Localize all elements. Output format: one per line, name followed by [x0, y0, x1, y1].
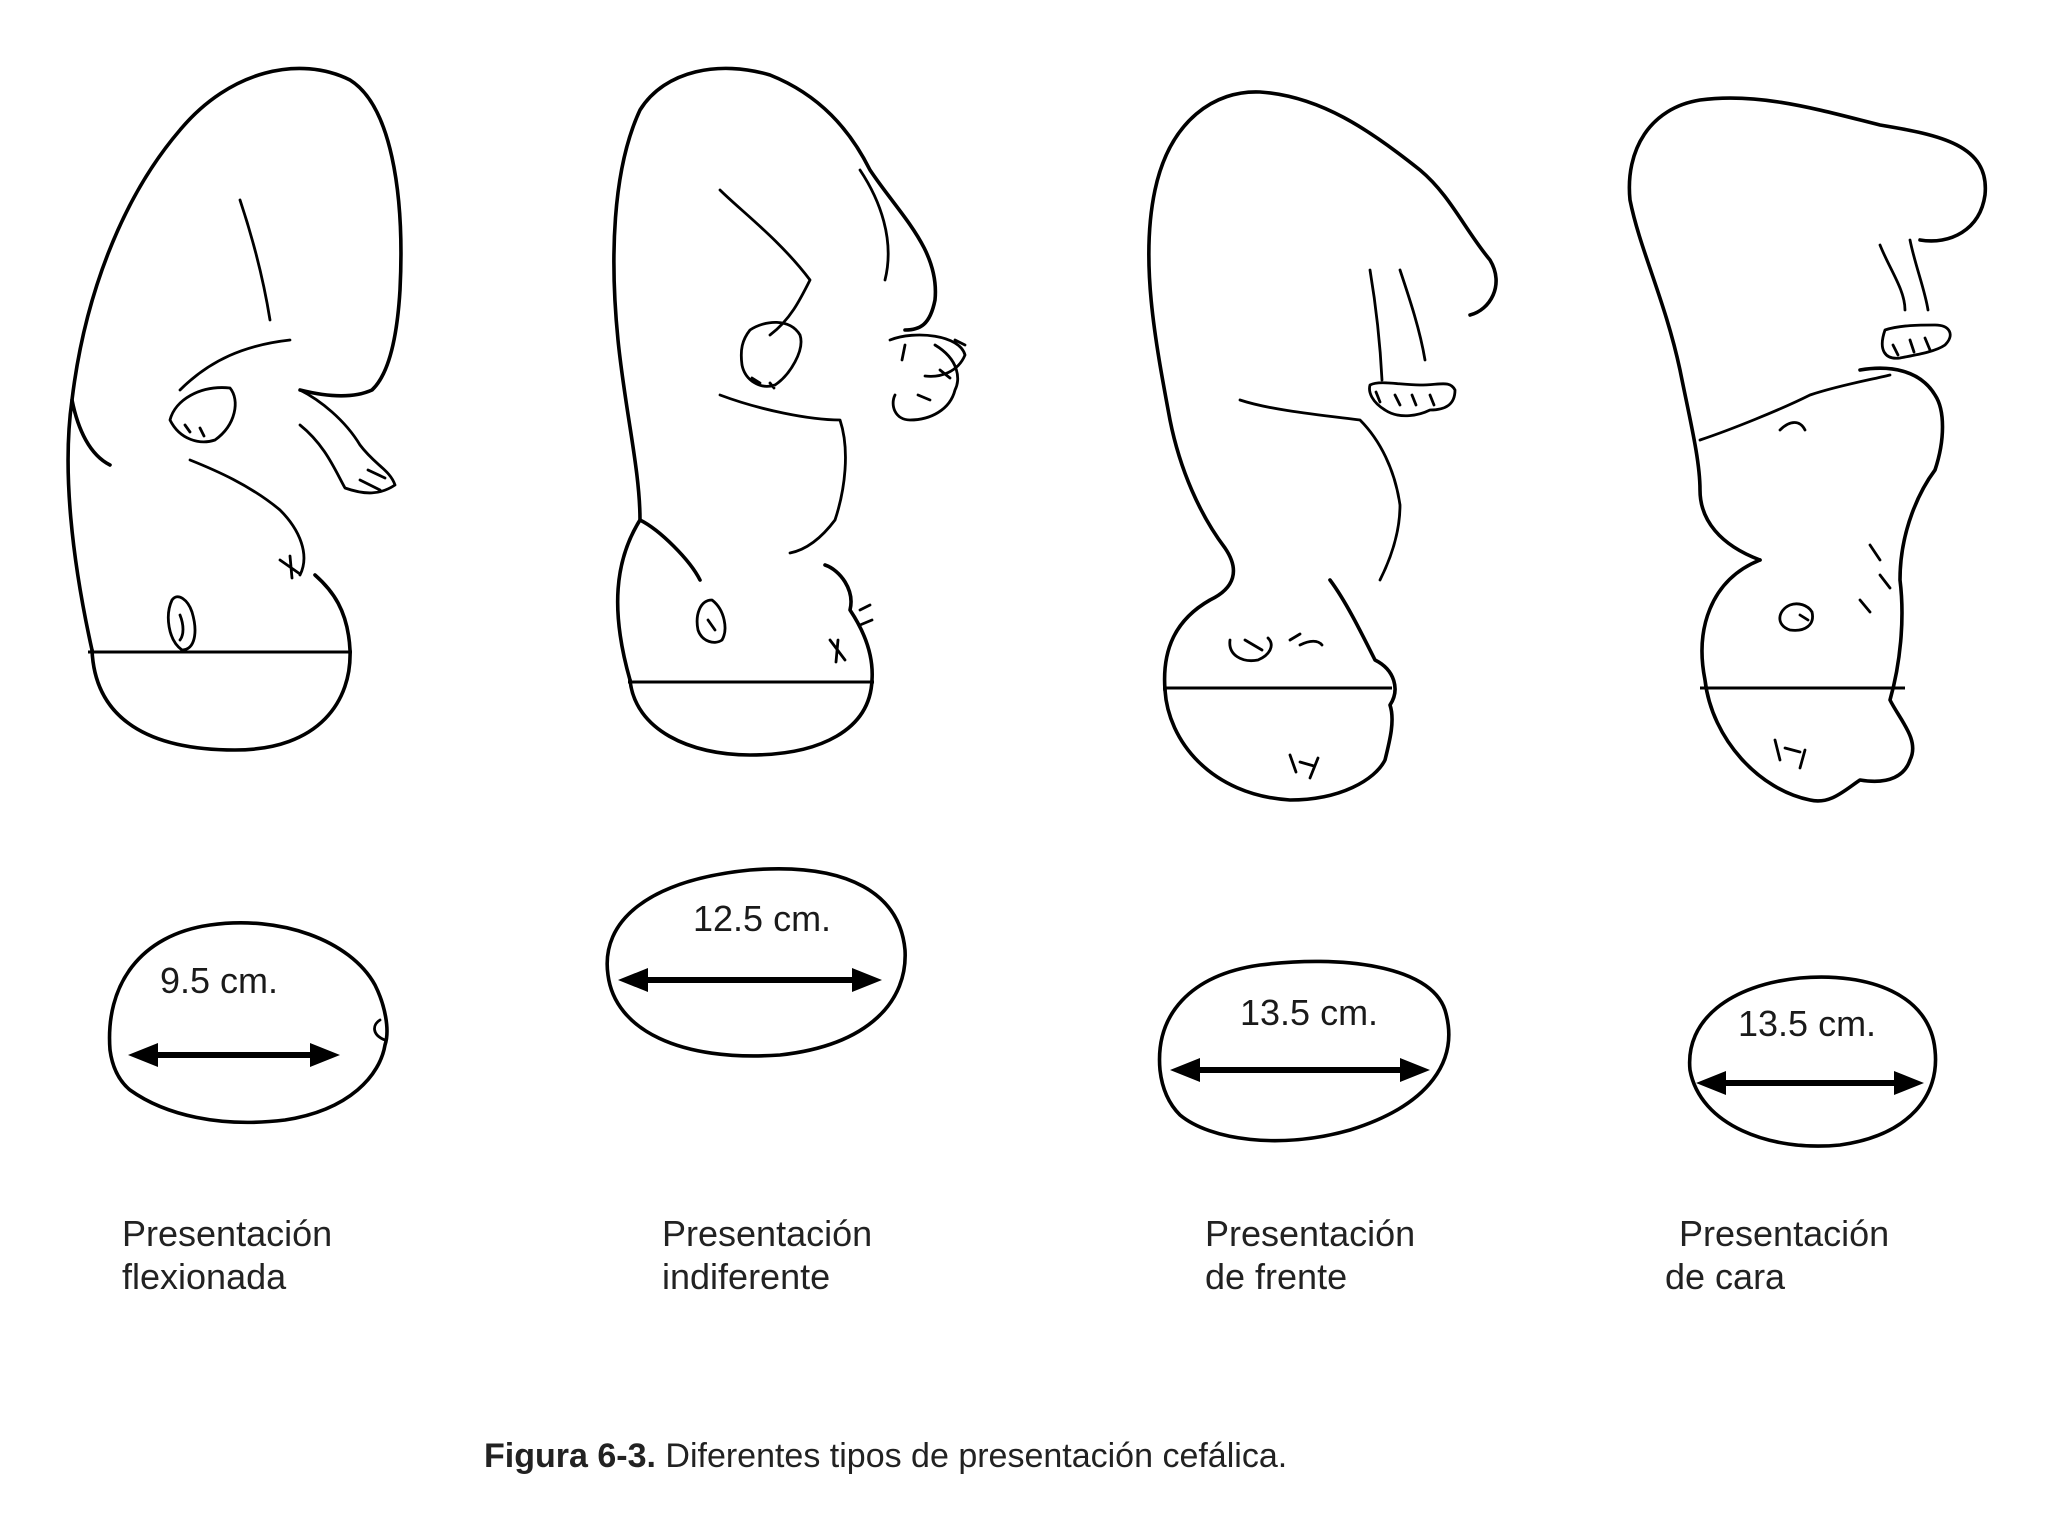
measurement-label: 9.5 cm.	[160, 960, 279, 1001]
measurement-label: 12.5 cm.	[693, 898, 832, 939]
arrow-head-right	[1400, 1058, 1430, 1082]
fetus-drawing-brow	[1149, 92, 1496, 800]
measurement-oval-2	[607, 869, 905, 1056]
fetus-eye	[1775, 740, 1805, 768]
figure-number: Figura 6-3.	[484, 1437, 656, 1475]
fetus-ear	[1780, 604, 1813, 630]
caption-line-1: Presentación	[1205, 1213, 1416, 1254]
fetus-eye	[830, 640, 845, 662]
arrow-head-left	[1170, 1058, 1200, 1082]
fetus-back-flank	[72, 400, 110, 465]
fetus-arm	[1700, 375, 1890, 440]
fetus-chest-lines	[1860, 545, 1890, 612]
caption-line-2: de cara	[1665, 1256, 1786, 1297]
fetus-head-outline	[92, 575, 350, 750]
measurement-oval-3	[1160, 961, 1449, 1140]
fetus-mouth	[860, 605, 872, 625]
fetus-arm	[720, 395, 845, 553]
caption-line-1: Presentación	[122, 1213, 333, 1254]
arrow-head-left	[1696, 1071, 1726, 1095]
fetus-drawing-face	[1629, 98, 1985, 801]
arrow-head-left	[128, 1043, 158, 1067]
fetus-arm	[180, 200, 290, 390]
measurement-oval-1	[110, 923, 387, 1123]
fetus-foot	[170, 388, 235, 442]
panel-caption-face	[1665, 1212, 1889, 1298]
fetus-body-outline	[1629, 98, 1985, 560]
fetus-head-outline	[1165, 580, 1395, 800]
fetus-foot	[1882, 325, 1950, 358]
measurement-label: 13.5 cm.	[1738, 1003, 1877, 1044]
fetus-leg	[1370, 270, 1425, 380]
fetus-drawing-indifferent	[614, 68, 965, 755]
arrow-head-left	[618, 968, 648, 992]
measurement-label: 13.5 cm.	[1240, 992, 1379, 1033]
panel-caption-indifferent	[662, 1212, 872, 1298]
arrow-head-right	[852, 968, 882, 992]
fetus-foot	[1370, 383, 1455, 416]
fetus-body-outline	[1149, 92, 1496, 690]
fetus-arm	[1240, 400, 1400, 580]
fetus-ear	[168, 597, 195, 650]
fetus-neck-fold	[190, 460, 304, 575]
fetus-leg	[1880, 240, 1928, 310]
fetus-hand	[300, 390, 395, 493]
head-section-outline	[607, 869, 905, 1056]
fetus-ear	[1230, 638, 1271, 661]
figure-caption-text: Diferentes tipos de presentación cefálica.	[655, 1437, 1288, 1475]
fetus-eye	[1290, 634, 1322, 645]
caption-line-1: Presentación	[662, 1213, 873, 1254]
fetus-head-outline	[1702, 368, 1942, 801]
figure-caption	[484, 1437, 1287, 1476]
fetus-back-flank	[640, 520, 700, 580]
panel-caption-brow	[1205, 1212, 1415, 1298]
fetus-hand	[890, 335, 965, 420]
fetus-body-outline	[614, 68, 936, 680]
fetus-eye	[280, 556, 300, 578]
fetus-drawing-flexed	[68, 68, 401, 750]
head-section-outline	[110, 923, 387, 1123]
arrow-head-right	[310, 1043, 340, 1067]
caption-line-2: indiferente	[662, 1256, 831, 1297]
measurement-oval-4	[1690, 977, 1936, 1146]
fetus-leg	[720, 170, 888, 335]
fetus-ear	[697, 600, 725, 642]
caption-line-2: de frente	[1205, 1256, 1348, 1297]
fetus-mouth	[1290, 755, 1318, 778]
panel-caption-flexed	[122, 1212, 332, 1298]
caption-line-1: Presentación	[1679, 1213, 1890, 1254]
caption-line-2: flexionada	[122, 1256, 287, 1297]
fetus-foot	[741, 322, 801, 388]
arrow-head-right	[1894, 1071, 1924, 1095]
head-section-outline	[1160, 961, 1449, 1140]
fetus-body-outline	[68, 68, 401, 650]
head-section-notch	[375, 1020, 385, 1040]
